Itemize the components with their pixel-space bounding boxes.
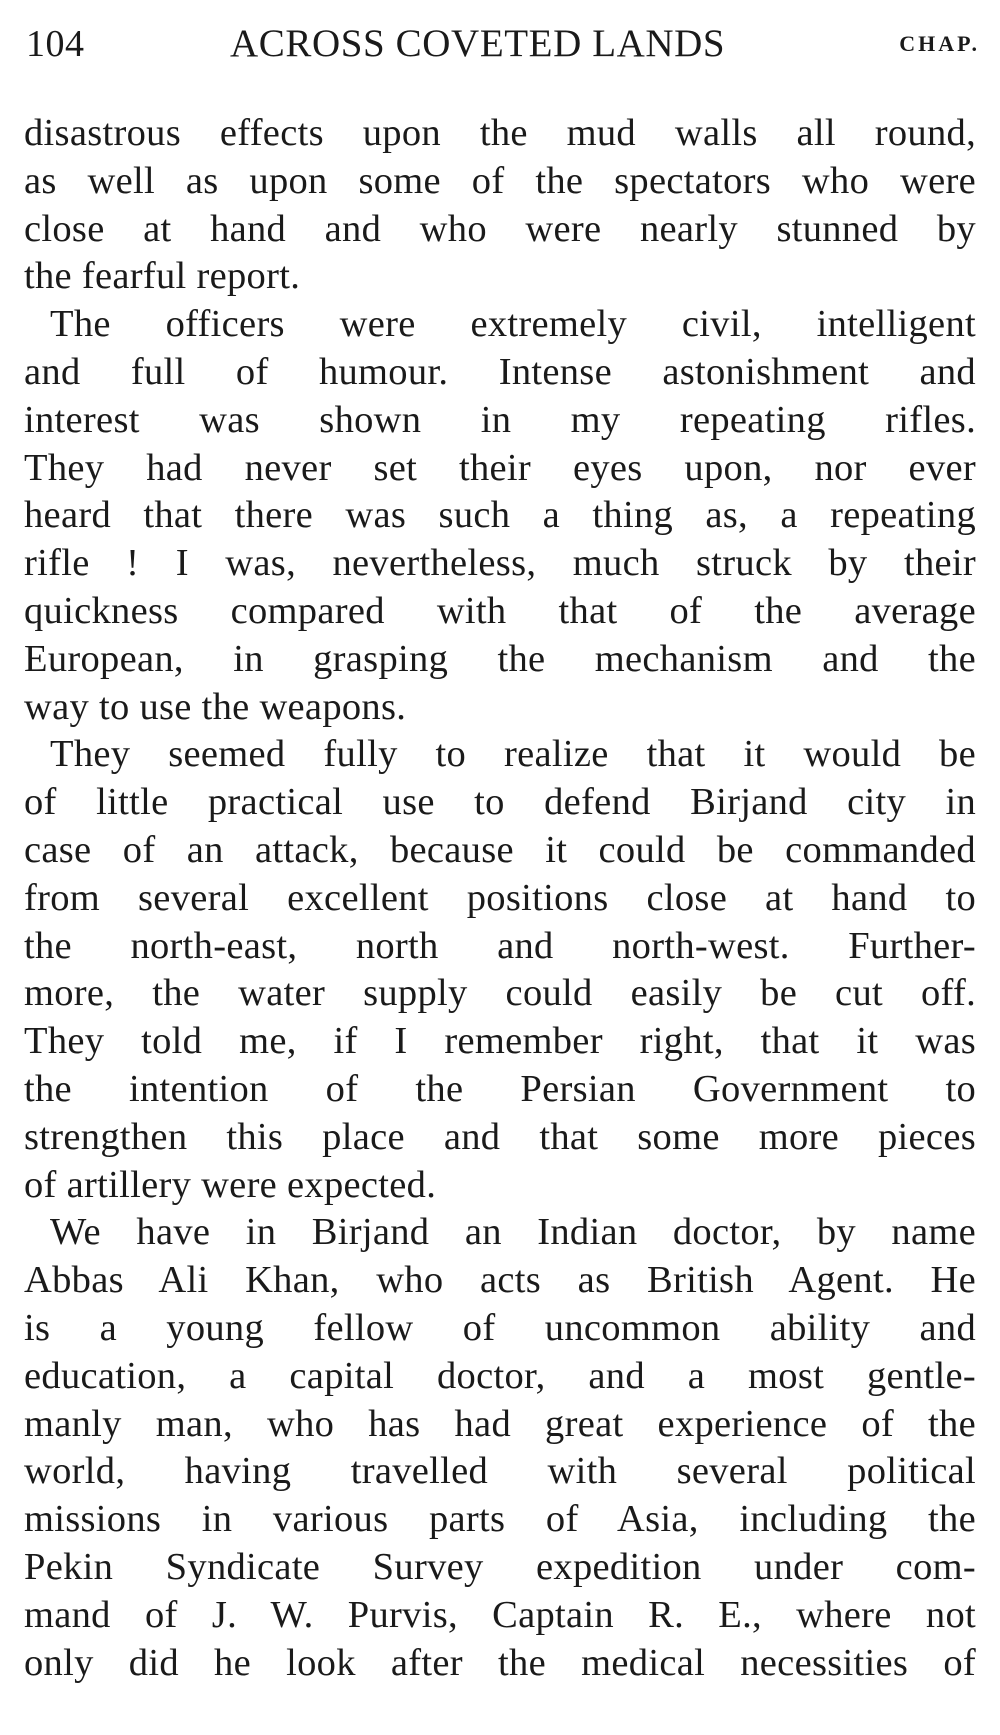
text-line: Abbas Ali Khan, who acts as British Agent. He <box>24 1259 976 1302</box>
text-line: is a young fellow of uncommon ability and <box>24 1306 976 1349</box>
text-line: as well as upon some of the spectators who were <box>24 159 976 202</box>
text-line: close at hand and who were nearly stunned by <box>24 207 976 250</box>
text-line: of artillery were expected. <box>24 1163 437 1206</box>
text-line: They told me, if I remember right, that it was <box>24 1020 976 1063</box>
text-line: world, having travelled with several political <box>24 1450 976 1493</box>
text-line: interest was shown in my repeating rifles. <box>24 398 976 441</box>
text-line: heard that there was such a thing as, a repeating <box>24 494 976 537</box>
text-line: more, the water supply could easily be cut off. <box>24 972 976 1015</box>
text-line: only did he look after the medical necessities of <box>24 1641 976 1684</box>
text-line: They had never set their eyes upon, nor ever <box>24 446 976 489</box>
text-line: mand of J. W. Purvis, Captain R. E., where not <box>24 1593 976 1636</box>
text-line: We have in Birjand an Indian doctor, by name <box>50 1211 976 1254</box>
text-line: the north-east, north and north-west. Further- <box>24 924 976 967</box>
text-line: the fearful report. <box>24 255 301 298</box>
page-header <box>26 22 980 66</box>
text-line: of little practical use to defend Birjand city in <box>24 781 976 824</box>
text-line: and full of humour. Intense astonishment and <box>24 350 976 393</box>
chapter-label: CHAP. <box>899 31 980 56</box>
text-line: strengthen this place and that some more pieces <box>24 1115 976 1158</box>
text-line: rifle ! I was, nevertheless, much struck by their <box>24 542 976 585</box>
body-text <box>24 110 976 1687</box>
running-title: ACROSS COVETED LANDS <box>230 22 726 65</box>
text-line: manly man, who has had great experience of the <box>24 1402 976 1445</box>
page-number: 104 <box>26 23 85 65</box>
text-line: way to use the weapons. <box>24 685 407 728</box>
text-line: quickness compared with that of the average <box>24 589 976 632</box>
text-line: missions in various parts of Asia, including the <box>24 1498 976 1541</box>
text-line: education, a capital doctor, and a most gentle- <box>24 1354 976 1397</box>
text-line: The officers were extremely civil, intelligent <box>50 303 976 346</box>
text-line: European, in grasping the mechanism and the <box>24 637 976 680</box>
text-line: They seemed fully to realize that it would be <box>50 733 976 776</box>
text-line: case of an attack, because it could be commanded <box>24 828 976 871</box>
text-line: from several excellent positions close at hand to <box>24 876 976 919</box>
text-line: disastrous effects upon the mud walls all round, <box>24 112 976 154</box>
text-line: the intention of the Persian Government to <box>24 1067 976 1110</box>
text-line: Pekin Syndicate Survey expedition under com- <box>24 1545 976 1588</box>
